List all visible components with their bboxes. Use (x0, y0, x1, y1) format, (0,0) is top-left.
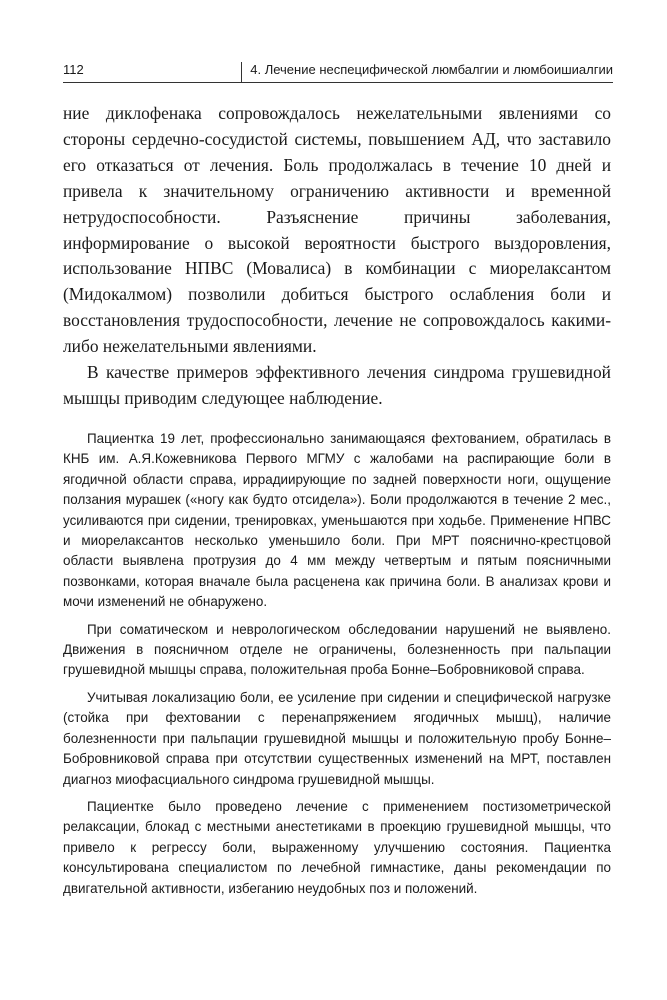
case-paragraph: При соматическом и неврологическом обследовании нарушений не выявлено. Движения в поясничном отделе не ограничены, болезненность при пальпации грушевидной мышцы справа, положительная проба Бонне–Бобровниковой справа. (63, 621, 611, 678)
case-paragraph: Пациентке было проведено лечение с применением постизометрической релаксации, блокад с местными анестетиками в проекцию грушевидной мышцы, что привело к регрессу боли, выраженному улучшению состояния. Пациентка консультирована специалистом по лечебной гимнастике, даны рекомендации по двигательной активности, избеганию неудобных поз и положений. (63, 798, 611, 896)
case-paragraph: Пациентка 19 лет, профессионально занимающаяся фехтованием, обратилась в КНБ им. А.Я.Кожевникова Первого МГМУ с жалобами на распирающие боли в ягодичной области справа, иррадиирующие по задней поверхности ноги, ощущение ползания мурашек («ногу как будто отсидела»). Боли продолжаются в течение 2 мес., усиливаются при сидении, тренировках, уменьшаются при ходьбе. Применение НПВС и миорелаксантов несколько уменьшило боли. При МРТ пояснично-крестцовой области выявлена протрузия до 4 мм между четвертым и пятым поясничными позвонками, которая вначале была расценена как причина боли. В анализах крови и мочи изменений не обнаружено. (63, 431, 611, 610)
case-report (63, 429, 611, 906)
case-paragraph: Учитывая локализацию боли, ее усиление при сидении и специфической нагрузке (стойка при фехтовании с перенапряжением ягодичных мышц), наличие болезненности при пальпации грушевидной мышцы и положительную пробу Бонне–Бобровниковой справа при отсутствии существенных изменений на МРТ, поставлен диагноз миофасциального синдрома грушевидной мышцы. (63, 689, 611, 787)
main-paragraph: ние диклофенака сопровождалось нежелательными явлениями со стороны сердечно-сосудистой системы, повышением АД, что заставило его отказаться от лечения. Боль продолжалась в течение 10 дней и привела к значительному ограничению активности и временной нетрудоспособности. Разъяснение причины заболевания, информирование о высокой вероятности быстрого выздоровления, использование НПВС (Мовалиса) в комбинации с миорелаксантом (Мидокалмом) позволили добиться быстрого ослабления боли и восстановления трудоспособности, лечение не сопровождалось какими-либо нежелательными явлениями. (63, 103, 611, 357)
running-head: 4. Лечение неспецифической люмбалгии и люмбоишиалгии (241, 62, 613, 82)
page-header (63, 60, 613, 83)
page-number: 112 (63, 62, 84, 77)
main-paragraph: В качестве примеров эффективного лечения синдрома грушевидной мышцы приводим следующее наблюдение. (63, 362, 611, 408)
main-text (63, 101, 611, 412)
